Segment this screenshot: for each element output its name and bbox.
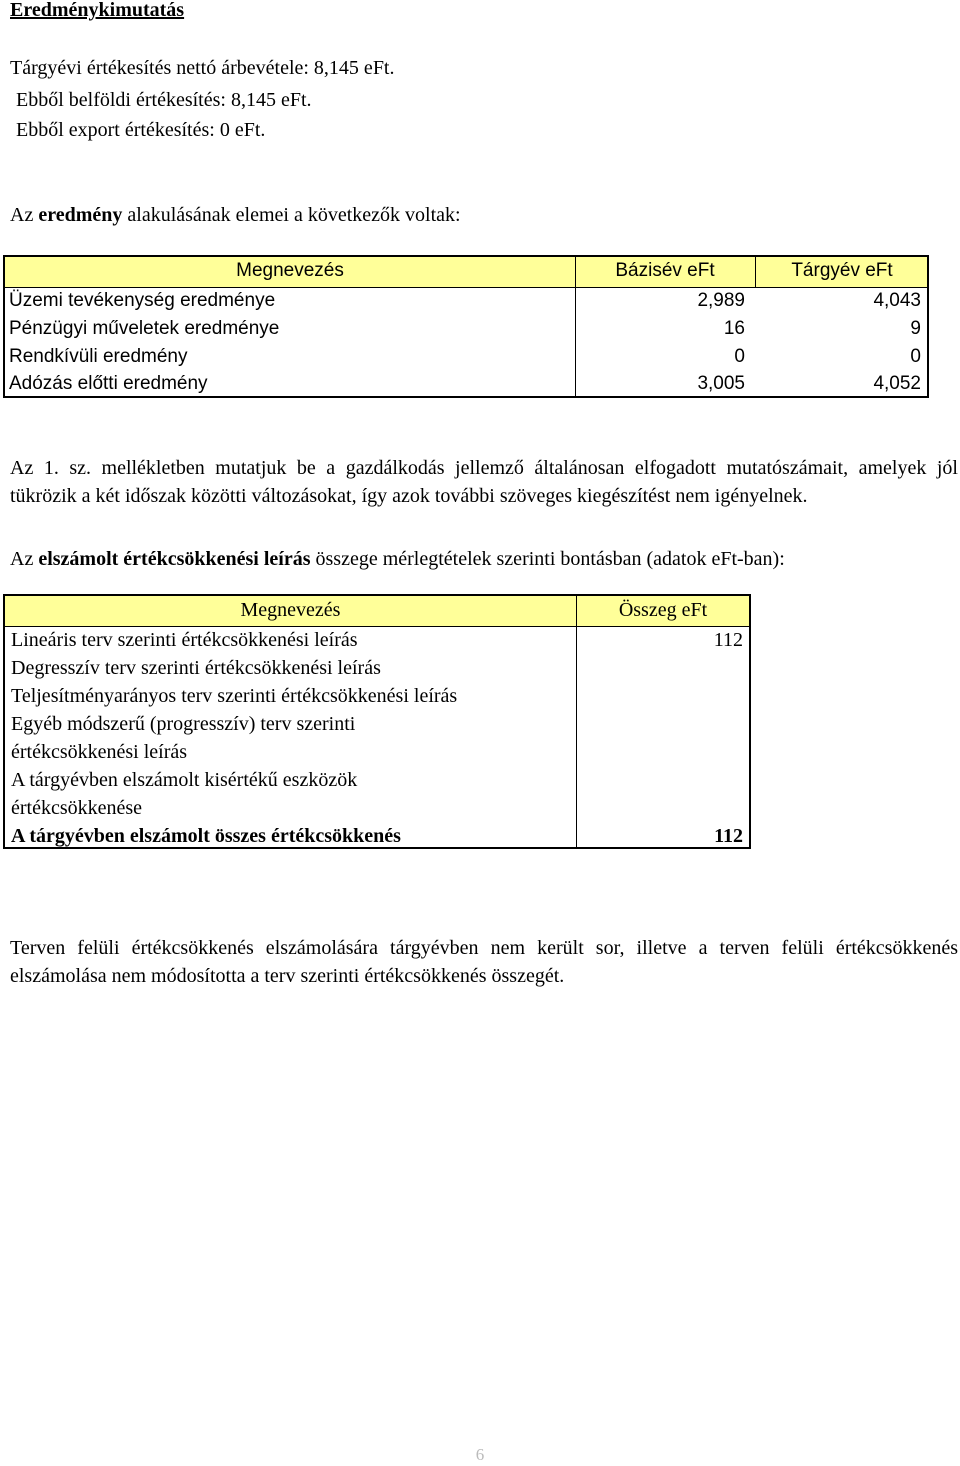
result-row-base: 0 [734, 346, 745, 367]
result-table-header [5, 257, 927, 288]
dep-header-name: Megnevezés [240, 599, 341, 621]
dep-row-value: 112 [713, 629, 743, 651]
result-row-name: Üzemi tevékenység eredménye [9, 290, 276, 311]
result-row-name: Pénzügyi műveletek eredménye [9, 318, 280, 339]
dep-row-name: Degresszív terv szerinti értékcsökkenési leírás [11, 657, 381, 679]
result-row-current: 4,052 [873, 373, 921, 394]
result-row-base: 2,989 [697, 290, 745, 311]
dep-row-name: Lineáris terv szerinti értékcsökkenési leírás [11, 629, 358, 651]
table-row [5, 287, 927, 315]
dep-row-name: A tárgyévben elszámolt kisértékű eszközök [11, 769, 358, 791]
dep-intro-after: összege mérlegtételek szerinti bontásban (adatok eFt-ban): [310, 548, 785, 570]
extraordinary-depreciation-paragraph: Terven felüli értékcsökkenés elszámolására tárgyévben nem került sor, illetve a terven felüli értékcsökkenés elszámolása nem módosította a terv szerinti értékcsökkenés összegét. [10, 937, 958, 987]
indicators-paragraph: Az 1. sz. mellékletben mutatjuk be a gazdálkodás jellemző általánosan elfogadott mutatószámait, amelyek jól tükrözik a két időszak közötti változásokat, így azok további szöveges kiegészítést nem igényelnek. [10, 457, 958, 507]
result-row-base: 16 [723, 318, 745, 339]
result-header-name: Megnevezés [236, 260, 344, 281]
dep-intro-before: Az [10, 548, 39, 570]
dep-header-value: Összeg eFt [618, 599, 708, 621]
result-row-name: Rendkívüli eredmény [9, 346, 188, 367]
dep-row-name: értékcsökkenési leírás [11, 741, 188, 763]
dep-total-name: A tárgyévben elszámolt összes értékcsökkenés [11, 825, 401, 847]
dep-col-divider [576, 596, 577, 847]
result-row-current: 0 [910, 346, 921, 367]
page-title: Eredménykimutatás [10, 0, 185, 21]
sales-total: Tárgyévi értékesítés nettó árbevétele: 8,145 eFt. [10, 57, 395, 79]
depreciation-table [3, 594, 751, 849]
table-row [5, 370, 927, 398]
result-row-current: 9 [910, 318, 921, 339]
result-header-current: Tárgyév eFt [791, 260, 893, 281]
table-row [5, 343, 927, 371]
result-intro-after: alakulásának elemei a következők voltak: [122, 204, 461, 226]
result-header-base: Bázisév eFt [615, 260, 715, 281]
result-col-divider-header [755, 257, 756, 287]
dep-intro-bold: elszámolt értékcsökkenési leírás [38, 548, 311, 570]
result-intro [10, 203, 461, 227]
sales-domestic: Ebből belföldi értékesítés: 8,145 eFt. [16, 89, 312, 111]
result-row-name: Adózás előtti eredmény [9, 373, 208, 394]
result-intro-bold: eredmény [38, 204, 123, 226]
sales-export: Ebből export értékesítés: 0 eFt. [16, 119, 266, 141]
result-intro-before: Az [10, 204, 39, 226]
result-row-current: 4,043 [873, 290, 921, 311]
result-row-base: 3,005 [697, 373, 745, 394]
result-table [3, 255, 929, 398]
dep-row-name: értékcsökkenése [11, 797, 143, 819]
depreciation-intro [10, 545, 785, 573]
depreciation-table-header [5, 596, 749, 627]
page-number: 6 [475, 1445, 485, 1464]
table-row [5, 315, 927, 343]
dep-total-value: 112 [714, 825, 743, 847]
dep-row-name: Egyéb módszerű (progresszív) terv szerinti [11, 713, 356, 735]
dep-row-name: Teljesítményarányos terv szerinti értékcsökkenési leírás [11, 685, 458, 707]
